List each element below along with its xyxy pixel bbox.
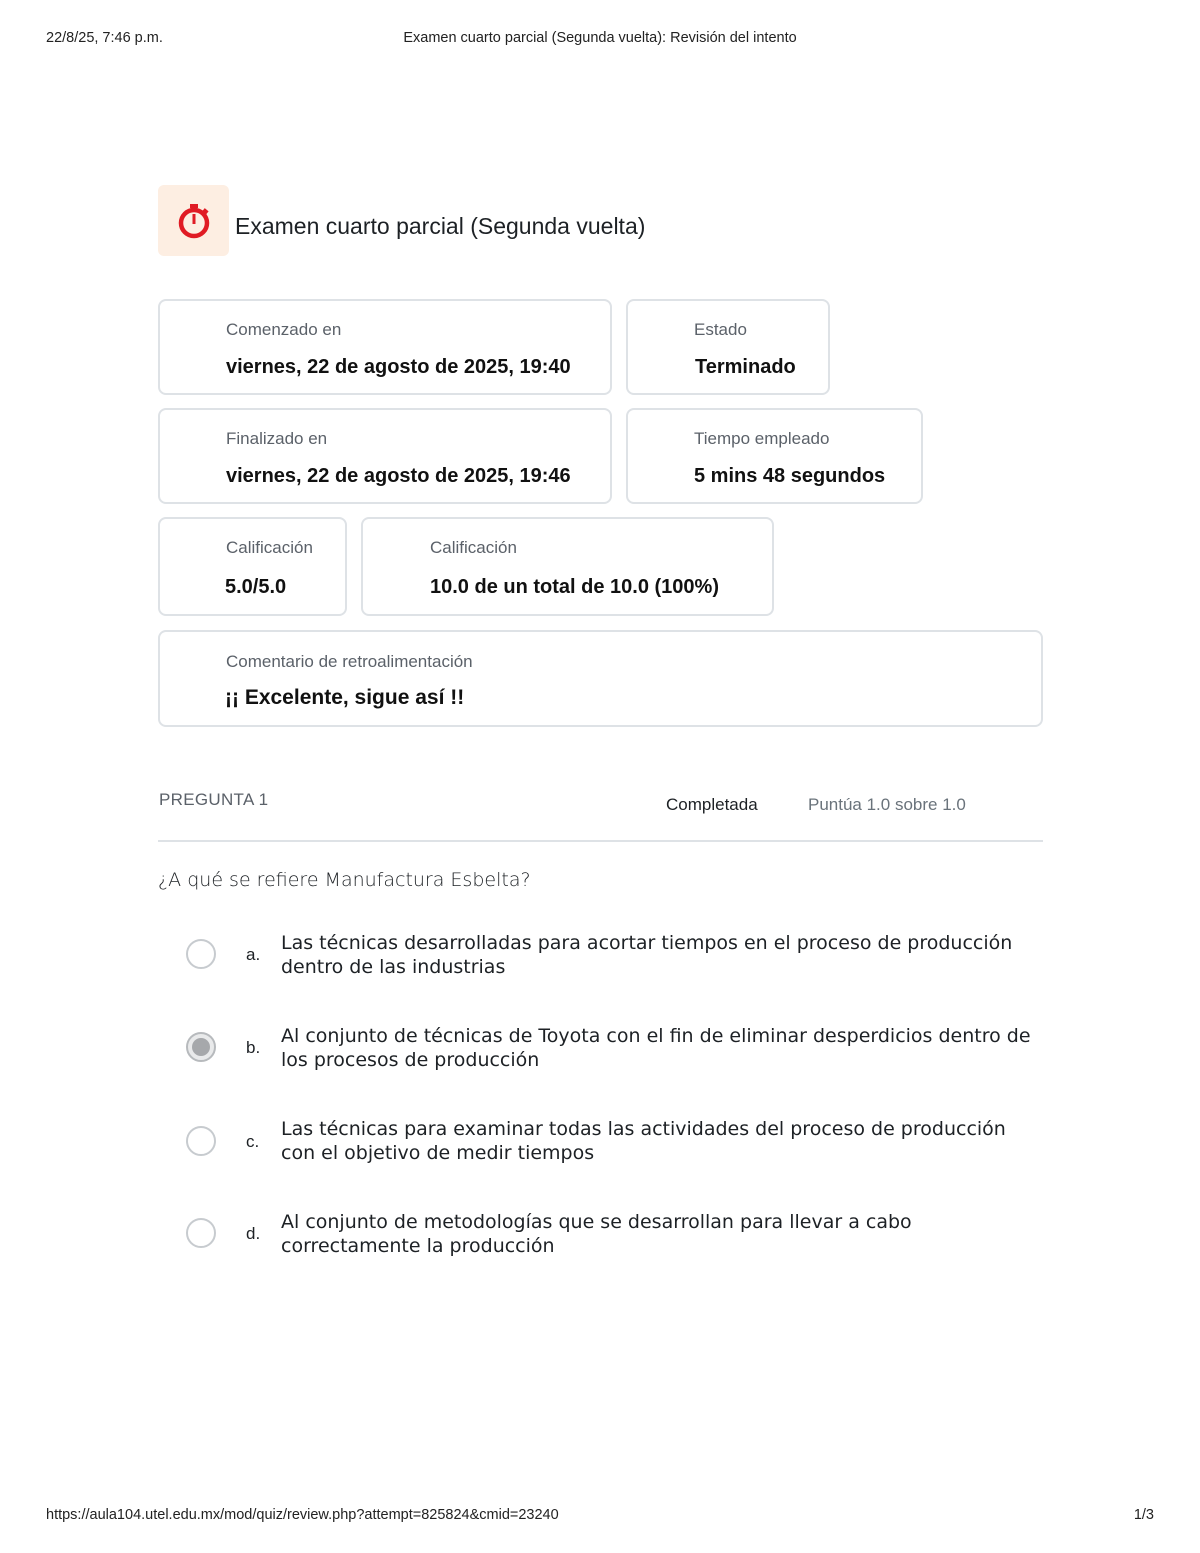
summary-started-value: viernes, 22 de agosto de 2025, 19:40 bbox=[226, 356, 571, 378]
radio-button-selected[interactable] bbox=[186, 1032, 216, 1062]
answer-text: Las técnicas para examinar todas las actividades del proceso de producción con el objetivo de medir tiempos bbox=[281, 1118, 1006, 1164]
summary-state-card bbox=[626, 299, 830, 395]
summary-state-value: Terminado bbox=[695, 356, 796, 378]
answer-text: Al conjunto de técnicas de Toyota con el fin de eliminar desperdicios dentro de los procesos de producción bbox=[281, 1025, 1031, 1071]
answer-letter: a. bbox=[246, 945, 261, 964]
summary-started-label: Comenzado en bbox=[226, 320, 342, 339]
summary-time-label: Tiempo empleado bbox=[694, 429, 830, 448]
print-url: https://aula104.utel.edu.mx/mod/quiz/review.php?attempt=825824&cmid=23240 bbox=[46, 1507, 559, 1523]
print-datetime: 22/8/25, 7:46 p.m. bbox=[46, 30, 163, 46]
answer-letter: b. bbox=[246, 1038, 261, 1057]
summary-marks-label: Calificación bbox=[226, 538, 313, 557]
summary-grade-value: 10.0 de un total de 10.0 (100%) bbox=[430, 576, 719, 598]
answer-text: Al conjunto de metodologías que se desarrollan para llevar a cabo correctamente la producción bbox=[281, 1211, 912, 1257]
summary-time-card bbox=[626, 408, 923, 504]
summary-time-value: 5 mins 48 segundos bbox=[694, 465, 886, 487]
print-page-number: 1/3 bbox=[1133, 1507, 1154, 1523]
radio-button[interactable] bbox=[186, 939, 216, 969]
radio-button[interactable] bbox=[186, 1126, 216, 1156]
question-number: PREGUNTA 1 bbox=[159, 790, 269, 809]
quiz-title: Examen cuarto parcial (Segunda vuelta) bbox=[235, 213, 646, 239]
print-header bbox=[46, 30, 1154, 50]
summary-started-card bbox=[158, 299, 612, 395]
stopwatch-icon bbox=[158, 185, 229, 256]
question-text: ¿A qué se refiere Manufactura Esbelta? bbox=[158, 869, 531, 891]
print-footer bbox=[46, 1507, 1154, 1527]
summary-grade-card bbox=[361, 517, 774, 616]
summary-marks-value: 5.0/5.0 bbox=[225, 576, 287, 598]
summary-completed-card bbox=[158, 408, 612, 504]
answer-option-b[interactable] bbox=[186, 1024, 1036, 1084]
answer-letter: c. bbox=[246, 1132, 260, 1151]
summary-completed-label: Finalizado en bbox=[226, 429, 328, 448]
summary-completed-value: viernes, 22 de agosto de 2025, 19:46 bbox=[226, 465, 571, 487]
answer-text: Las técnicas desarrolladas para acortar tiempos en el proceso de producción dentro de las industrias bbox=[281, 932, 1013, 978]
summary-feedback-label: Comentario de retroalimentación bbox=[226, 652, 473, 671]
summary-grade-label: Calificación bbox=[430, 538, 517, 557]
question-state: Completada bbox=[666, 795, 758, 814]
answer-option-d[interactable] bbox=[186, 1210, 1036, 1270]
summary-feedback-card bbox=[158, 630, 1043, 727]
summary-marks-card bbox=[158, 517, 347, 616]
question-header bbox=[158, 780, 1043, 842]
summary-feedback-value: ¡¡ Excelente, sigue así !! bbox=[225, 686, 465, 709]
question-grade: Puntúa 1.0 sobre 1.0 bbox=[808, 795, 966, 814]
print-page-title: Examen cuarto parcial (Segunda vuelta): Revisión del intento bbox=[403, 30, 797, 46]
answer-option-a[interactable] bbox=[186, 931, 1036, 991]
answer-letter: d. bbox=[246, 1224, 261, 1243]
radio-button[interactable] bbox=[186, 1218, 216, 1248]
summary-state-label: Estado bbox=[694, 320, 747, 339]
answer-option-c[interactable] bbox=[186, 1117, 1036, 1177]
